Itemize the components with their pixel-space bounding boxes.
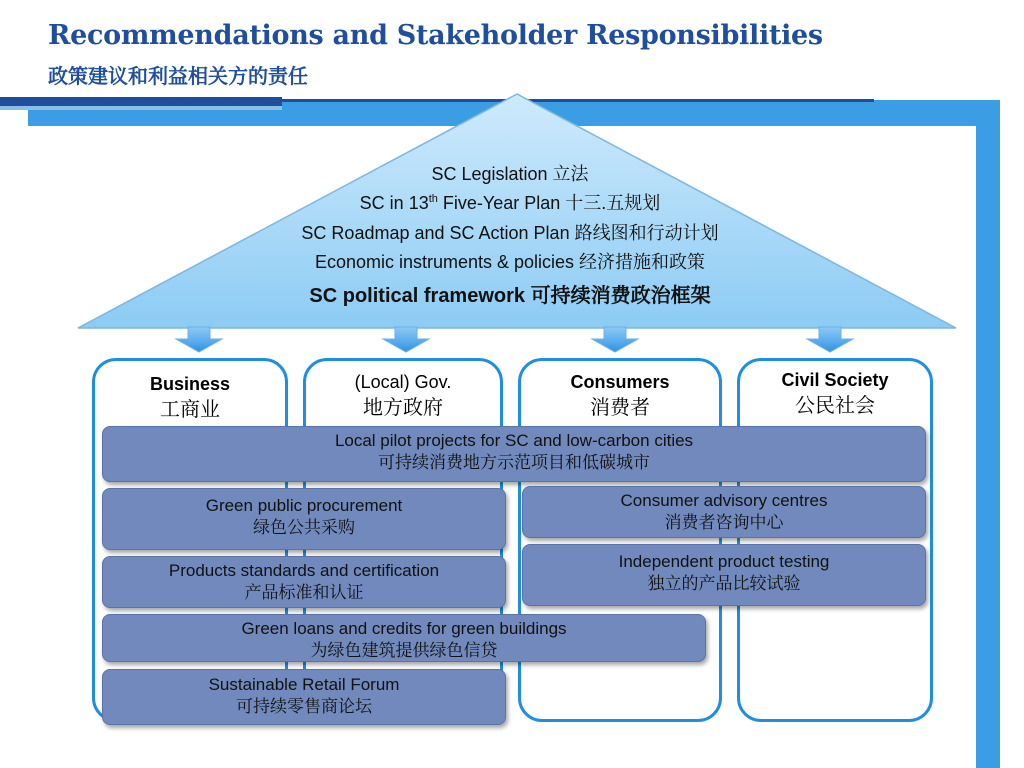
box-product-standards (102, 556, 506, 608)
pillar-title-en: Consumers (570, 372, 670, 392)
box-label-zh: 产品标准和认证 (244, 583, 364, 602)
box-label-en: Consumer advisory centres (620, 491, 828, 510)
box-label-en: Independent product testing (618, 552, 830, 571)
box-label-en: Local pilot projects for SC and low-carbon cities (334, 431, 694, 450)
box-label-en: Green loans and credits for green buildings (241, 619, 567, 638)
box-independent-testing (522, 544, 926, 606)
pillar-title (306, 369, 500, 421)
pillar-title-en: Business (149, 374, 231, 394)
box-label-zh: 消费者咨询中心 (664, 513, 784, 532)
pillar-title (740, 367, 930, 419)
box-label-en: Sustainable Retail Forum (208, 675, 400, 694)
pillar-title-en: (Local) Gov. (354, 372, 452, 392)
box-label-zh: 为绿色建筑提供绿色信贷 (310, 641, 498, 660)
pillar-title-zh: 地方政府 (363, 397, 443, 419)
pillar-title-en: Civil Society (781, 370, 889, 390)
box-label-zh: 可持续消费地方示范项目和低碳城市 (378, 453, 650, 472)
pillar-title (95, 371, 285, 423)
pillar-civil-society (737, 358, 933, 722)
roof-line-five-year-plan: SC in 13th Five-Year Plan 十三.五规划 (359, 193, 661, 213)
box-consumer-advisory-centres (522, 486, 926, 538)
box-sustainable-retail-forum (102, 669, 506, 725)
box-green-loans (102, 614, 706, 662)
roof-line-instruments: Economic instruments & policies 经济措施和政策 (314, 252, 706, 272)
pillar-consumers (518, 358, 722, 722)
roof-line-framework: SC political framework 可持续消费政治框架 (309, 285, 711, 307)
arrow-down-icon (383, 327, 429, 352)
arrow-down-icon (807, 327, 853, 352)
arrow-down-icon (592, 327, 638, 352)
box-label-en: Products standards and certification (168, 561, 440, 580)
page-subtitle: 政策建议和利益相关方的责任 (48, 64, 308, 88)
roof-line-roadmap: SC Roadmap and SC Action Plan 路线图和行动计划 (301, 223, 719, 243)
box-label-zh: 可持续零售商论坛 (236, 697, 372, 716)
box-green-public-procurement (102, 488, 506, 550)
page-title: Recommendations and Stakeholder Responsibilities (48, 20, 823, 51)
arrow-down-icon (176, 327, 222, 352)
pillar-title (521, 369, 719, 421)
box-label-zh: 绿色公共采购 (253, 518, 355, 537)
pillar-title-zh: 公民社会 (795, 395, 875, 417)
pillar-title-zh: 工商业 (160, 399, 220, 421)
box-label-en: Green public procurement (205, 496, 403, 515)
box-label-zh: 独立的产品比较试验 (647, 574, 801, 593)
roof-line-legislation: SC Legislation 立法 (431, 164, 589, 184)
pillar-title-zh: 消费者 (590, 397, 650, 419)
box-local-pilot-projects (102, 426, 926, 482)
